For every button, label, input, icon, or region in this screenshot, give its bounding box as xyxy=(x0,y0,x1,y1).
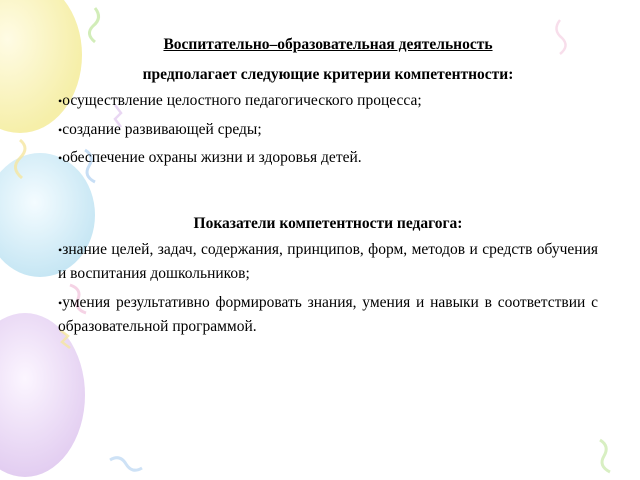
bullet-marker: • xyxy=(58,295,63,310)
section2-title: Показатели компетентности педагога: xyxy=(193,215,463,232)
list-item-text: знание целей, задач, содержания, принципов, форм, методов и средств обучения и воспитания дошкольников; xyxy=(58,241,598,282)
section1-title-line2: предполагает следующие критерии компетентности: xyxy=(142,66,514,83)
list-item xyxy=(58,146,598,170)
list-item-text: создание развивающей среды; xyxy=(62,120,262,138)
bullet-marker: • xyxy=(58,243,63,257)
list-item-text: осуществление целостного педагогического процесса; xyxy=(62,92,422,109)
streamer xyxy=(600,440,610,472)
slide-content xyxy=(58,30,598,343)
list-item xyxy=(58,291,598,339)
bullet-marker: • xyxy=(58,122,63,137)
section1-title-line1: Воспитательно–образовательная деятельность xyxy=(163,36,493,53)
list-item-text: обеспечение охраны жизни и здоровья детей. xyxy=(62,149,362,166)
streamer xyxy=(110,458,142,471)
list-item xyxy=(58,89,598,113)
bullet-marker: • xyxy=(58,94,63,108)
bullet-marker: • xyxy=(58,151,63,165)
list-item xyxy=(58,238,598,286)
criteria-list xyxy=(58,89,598,170)
list-item xyxy=(58,118,598,142)
list-item-text: умения результативно формировать знания, умения и навыки в соответствии с образовательной программой. xyxy=(58,293,598,335)
indicators-list xyxy=(58,238,598,339)
